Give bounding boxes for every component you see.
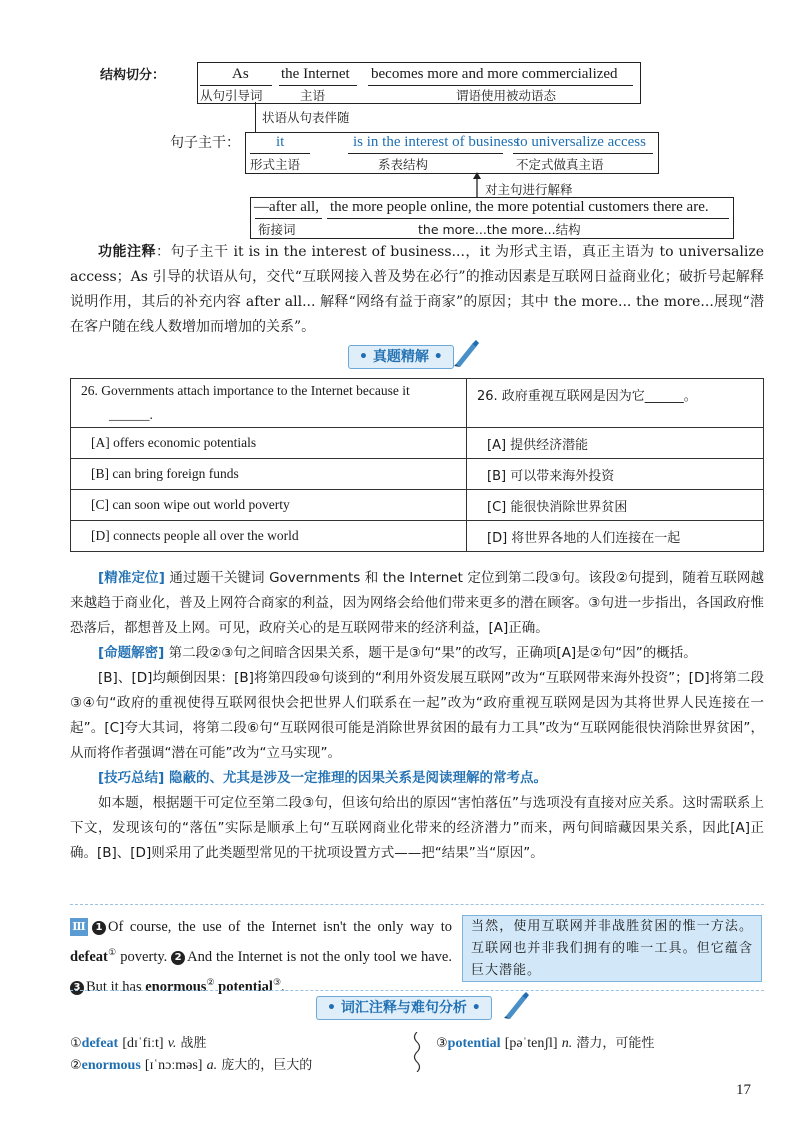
main-inf: to universalize access bbox=[516, 134, 646, 150]
clause-as: As bbox=[232, 66, 249, 82]
roman-numeral: Ⅲ bbox=[70, 918, 88, 936]
analysis-locate bbox=[70, 566, 764, 641]
vocab-meaning: 庞大的，巨大的 bbox=[221, 1058, 313, 1073]
underline bbox=[513, 153, 653, 154]
vocab-phonetic: [pəˈtenʃl] bbox=[504, 1036, 558, 1051]
analysis bbox=[70, 566, 764, 866]
after-part1: —after all, bbox=[254, 199, 319, 215]
option-b-en: [B] can bring foreign funds bbox=[71, 459, 467, 490]
underline bbox=[250, 153, 310, 154]
analysis-skill-2: 如本题，根据题干可定位至第二段③句，但该句给出的原因“害怕落伍”与选项没有直接对应关系。这时需联系上下文，发现该句的“落伍”实际是顺承上句“互联网商业化带来的经济潜力”而来，两句间暗藏因果关系，因此[A]正确。[B]、[D]则采用了此类题型常见的干扰项设置方式——把“结果”当“原因”。 bbox=[70, 795, 764, 861]
decode-text: 第二段②③句之间暗含因果关系，题干是③句“果”的改写，正确项[A]是②句“因”的概括。 bbox=[164, 645, 697, 661]
vocab-meaning: 潜力，可能性 bbox=[576, 1036, 655, 1051]
table-row bbox=[71, 379, 764, 428]
option-d-en: [D] connects people all over the world bbox=[71, 521, 467, 552]
pen-icon bbox=[502, 990, 530, 1020]
clause-note-2: 主语 bbox=[300, 88, 326, 103]
main-note-1: 形式主语 bbox=[250, 157, 301, 172]
clause-predicate: becomes more and more commercialized bbox=[371, 66, 618, 82]
footnote-1: ① bbox=[107, 947, 117, 957]
clause-note-3: 谓语使用被动语态 bbox=[456, 88, 557, 103]
sentence-1a: Of course, the use of the Internet isn't the only way to bbox=[108, 919, 452, 935]
sentence-1b: poverty. bbox=[116, 948, 172, 965]
question-en-text: 26. Governments attach importance to the Internet because it ______. bbox=[81, 383, 410, 422]
after-note-2: the more...the more...结构 bbox=[418, 222, 581, 237]
vocab-num: ③ bbox=[436, 1036, 448, 1051]
function-note-text: ：句子主干 it is in the interest of business...，it 为形式主语，真正主语为 to universalize access；As 引导的状语从句，交代“互联网接入普及势在必行”的推动因素是互联网日益商业化；破折号起解释说明作用，其后的补充内容 after all... 解释“网络有益于商家”的原因；其中 the more... the more...展现“潜在客户随在线人数增加而增加的关系”。 bbox=[70, 244, 765, 335]
main-note-3: 不定式做真主语 bbox=[516, 157, 604, 172]
analysis-decode-2: [B]、[D]均颠倒因果：[B]将第四段⑩句谈到的“利用外资发展互联网”改为“互联网带来海外投资”；[D]将第二段③④句“政府的重视使得互联网很快会把世界人们联系在一起”改为“政府重视互联网是因为其将世界人民连接在一起”。[C]夸大其词，将第二段⑥句“互联网很可能是消除世界贫困的最有力工具”改为“互联网能很快消除世界贫困”，从而将作者强调“潜在可能”改为“立马实现”。 bbox=[70, 670, 764, 761]
underline bbox=[348, 153, 503, 154]
vocab-item bbox=[70, 1054, 312, 1074]
vocab-item bbox=[70, 1032, 207, 1052]
up-arrow-icon bbox=[471, 172, 483, 198]
question-zh bbox=[467, 379, 764, 428]
option-c-en: [C] can soon wipe out world poverty bbox=[71, 490, 467, 521]
vocab-meaning: 战胜 bbox=[180, 1036, 207, 1051]
connector-line bbox=[255, 102, 256, 132]
page-number: 17 bbox=[736, 1082, 751, 1098]
after-part2: the more people online, the more potential customers there are. bbox=[330, 199, 709, 215]
locate-text: 通过题干关键词 Governments 和 the Internet 定位到第二段③句。该段②句提到，随着互联网越来越趋于商业化，普及上网符合商家的利益，因为网络会给他们带来更多的潜在顾客。③句进一步指出，各国政府惟恐落后，都想普及上网。可见，政府关心的是互联网带来的经济利益，[A]正确。 bbox=[70, 570, 765, 636]
decode-tag: [命题解密] bbox=[98, 645, 165, 661]
underline bbox=[255, 218, 322, 219]
vocab-phonetic: [dɪˈfiːt] bbox=[122, 1036, 164, 1051]
sentence-text bbox=[70, 915, 452, 1000]
section-banner-exam: • 真题精解 • bbox=[348, 345, 454, 369]
main-label: 句子主干： bbox=[170, 135, 240, 151]
skill-tag: [技巧总结] bbox=[98, 770, 165, 786]
keyword-defeat: defeat bbox=[70, 948, 108, 965]
vocab-num: ① bbox=[70, 1036, 82, 1051]
after-note-1: 衔接词 bbox=[258, 222, 296, 237]
question-en bbox=[71, 379, 467, 428]
table-row bbox=[71, 521, 764, 552]
vocab-word: enormous bbox=[81, 1058, 141, 1073]
question-zh-text: 26. 政府重视互联网是因为它______。 bbox=[477, 389, 697, 404]
footnote-3: ③ bbox=[272, 976, 282, 987]
divider bbox=[70, 904, 764, 905]
question-table bbox=[70, 378, 764, 552]
vocab-num: ② bbox=[70, 1058, 82, 1073]
locate-tag: [精准定位] bbox=[98, 570, 165, 586]
clause-subject: the Internet bbox=[281, 66, 350, 82]
option-b-zh: [B] 可以带来海外投资 bbox=[467, 459, 764, 490]
main-link: is in the interest of business bbox=[353, 134, 520, 150]
footnote-2: ② bbox=[206, 976, 215, 987]
sentence-2: And the Internet is not the only tool we have. bbox=[187, 948, 452, 965]
vocab-word: defeat bbox=[81, 1036, 119, 1051]
option-c-zh: [C] 能很快消除世界贫困 bbox=[467, 490, 764, 521]
main-note-2: 系表结构 bbox=[378, 157, 429, 172]
table-row bbox=[71, 490, 764, 521]
underline bbox=[327, 218, 729, 219]
main-it: it bbox=[276, 134, 285, 150]
function-note bbox=[70, 240, 764, 340]
keyword-enormous: enormous bbox=[145, 978, 207, 995]
vocab-pos: a. bbox=[206, 1058, 218, 1073]
translation-box: 当然，使用互联网并非战胜贫困的惟一方法。互联网也并非我们拥有的唯一工具。但它蕴含巨大潜能。 bbox=[462, 915, 762, 982]
sentence-number-2: 2 bbox=[171, 951, 185, 965]
main-arrow-note: 对主句进行解释 bbox=[485, 182, 573, 197]
function-note-label: 功能注释 bbox=[98, 244, 157, 260]
vocab-word: potential bbox=[447, 1036, 501, 1051]
clause-note-1: 从句引导词 bbox=[200, 88, 263, 103]
sentence-3b: . bbox=[281, 978, 285, 995]
pen-icon bbox=[452, 338, 480, 368]
analysis-decode bbox=[70, 641, 764, 666]
clause-arrow-note: 状语从句表伴随 bbox=[262, 110, 350, 125]
vocab-phonetic: [ɪˈnɔːməs] bbox=[144, 1058, 203, 1073]
analysis-skill bbox=[70, 766, 764, 791]
divider bbox=[70, 990, 764, 991]
keyword-potential: potential bbox=[218, 978, 273, 995]
structure-label: 结构切分： bbox=[100, 68, 166, 83]
vocab-item bbox=[436, 1032, 654, 1052]
option-d-zh: [D] 将世界各地的人们连接在一起 bbox=[467, 521, 764, 552]
table-row bbox=[71, 459, 764, 490]
column-divider-icon bbox=[412, 1032, 422, 1072]
section-banner-vocab: • 词汇注释与难句分析 • bbox=[316, 996, 492, 1020]
option-a-zh: [A] 提供经济潜能 bbox=[467, 428, 764, 459]
vocab-pos: n. bbox=[561, 1036, 573, 1051]
vocab-pos: v. bbox=[167, 1036, 177, 1051]
sentence-number-3: 3 bbox=[70, 981, 84, 995]
table-row bbox=[71, 428, 764, 459]
sentence-3a: But it has bbox=[86, 978, 146, 995]
sentence-number-1: 1 bbox=[92, 921, 106, 935]
skill-text: 隐蔽的、尤其是涉及一定推理的因果关系是阅读理解的常考点。 bbox=[164, 770, 548, 786]
option-a-en: [A] offers economic potentials bbox=[71, 428, 467, 459]
